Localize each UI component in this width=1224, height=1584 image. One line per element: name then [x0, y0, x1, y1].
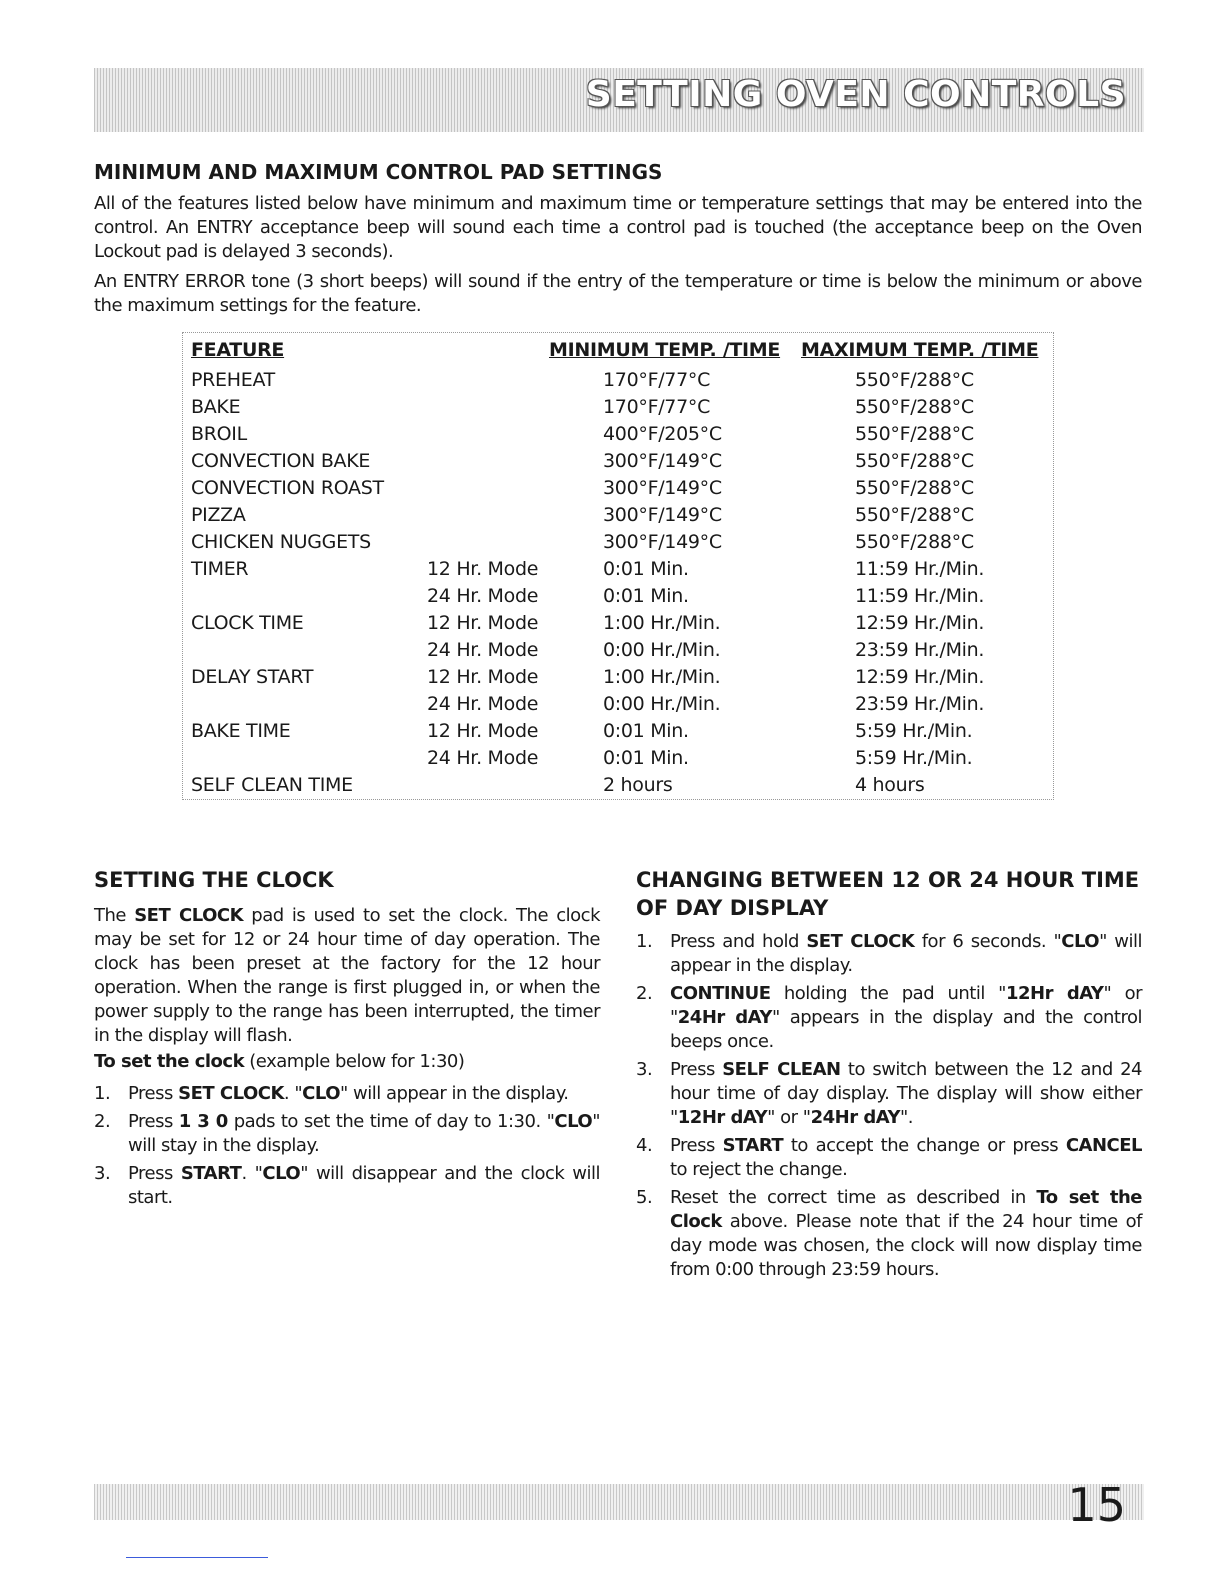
feature-cell: BAKE — [191, 396, 241, 418]
table-row — [183, 529, 1053, 556]
feature-cell: DELAY START — [191, 666, 314, 688]
feature-cell: BAKE TIME — [191, 720, 291, 742]
table-row — [183, 772, 1053, 799]
mode-cell: 12 Hr. Mode — [427, 558, 539, 580]
list-item: 1. Press SET CLOCK. "CLO" will appear in the display. — [94, 1083, 569, 1104]
minimum-cell: 170°F/77°C — [603, 396, 711, 418]
intro-paragraph-2: An ENTRY ERROR tone (3 short beeps) will sound if the entry of the temperature or time is below the minimum or above the maximum settings for the feature. — [94, 271, 1142, 316]
minimum-cell: 300°F/149°C — [603, 450, 722, 472]
clock-subheading: To set the clock (example below for 1:30) — [94, 1051, 465, 1072]
maximum-cell: 11:59 Hr./Min. — [855, 585, 985, 607]
page-title: SETTING OVEN CONTROLS — [585, 74, 1126, 115]
table-header-minimum: MINIMUM TEMP. /TIME — [549, 339, 781, 361]
header-banner — [94, 68, 1144, 132]
table-header-maximum: MAXIMUM TEMP. /TIME — [801, 339, 1039, 361]
table-row — [183, 745, 1053, 772]
change-steps-list — [636, 930, 1142, 1286]
table-row — [183, 556, 1053, 583]
feature-cell: CLOCK TIME — [191, 612, 304, 634]
table-row — [183, 367, 1053, 394]
minimum-cell: 400°F/205°C — [603, 423, 722, 445]
maximum-cell: 12:59 Hr./Min. — [855, 666, 985, 688]
maximum-cell: 12:59 Hr./Min. — [855, 612, 985, 634]
divider — [126, 1557, 268, 1558]
feature-cell: SELF CLEAN TIME — [191, 774, 353, 796]
maximum-cell: 550°F/288°C — [855, 369, 974, 391]
list-item: 2. Press 1 3 0 pads to set the time of day to 1:30. "CLO" will stay in the display. — [94, 1111, 600, 1156]
table-row — [183, 394, 1053, 421]
minimum-cell: 0:01 Min. — [603, 558, 689, 580]
feature-cell: PREHEAT — [191, 369, 275, 391]
list-item: 3. Press SELF CLEAN to switch between the 12 and 24 hour time of day display. The display will show either "12Hr dAY" or "24Hr dAY". — [636, 1059, 1142, 1128]
table-row — [183, 610, 1053, 637]
section-heading-setting-clock: SETTING THE CLOCK — [94, 868, 334, 892]
mode-cell: 24 Hr. Mode — [427, 693, 539, 715]
minimum-cell: 0:01 Min. — [603, 585, 689, 607]
maximum-cell: 550°F/288°C — [855, 531, 974, 553]
list-item: 1. Press and hold SET CLOCK for 6 seconds. "CLO" will appear in the display. — [636, 931, 1142, 976]
maximum-cell: 23:59 Hr./Min. — [855, 693, 985, 715]
mode-cell: 12 Hr. Mode — [427, 720, 539, 742]
table-row — [183, 475, 1053, 502]
minimum-cell: 0:00 Hr./Min. — [603, 693, 721, 715]
table-row — [183, 664, 1053, 691]
mode-cell: 24 Hr. Mode — [427, 639, 539, 661]
intro-paragraph-1: All of the features listed below have minimum and maximum time or temperature settings that may be entered into the control. An ENTRY acceptance beep will sound each time a control pad is touched (the acceptance beep on the Oven Lockout pad is delayed 3 seconds). — [94, 193, 1142, 262]
clock-paragraph: The SET CLOCK pad is used to set the clock. The clock may be set for 12 or 24 hour time of day operation. The clock has been preset at the factory for the 12 hour operation. When the range is first plugged in, or when the power supply to the range has been interrupted, the timer in the display will flash. — [94, 905, 600, 1046]
minimum-cell: 2 hours — [603, 774, 673, 796]
mode-cell: 12 Hr. Mode — [427, 612, 539, 634]
maximum-cell: 550°F/288°C — [855, 450, 974, 472]
minimum-cell: 1:00 Hr./Min. — [603, 666, 721, 688]
minimum-cell: 0:01 Min. — [603, 747, 689, 769]
minimum-cell: 170°F/77°C — [603, 369, 711, 391]
maximum-cell: 5:59 Hr./Min. — [855, 720, 973, 742]
table-row — [183, 583, 1053, 610]
table-header-feature: FEATURE — [191, 339, 285, 361]
minimum-cell: 300°F/149°C — [603, 504, 722, 526]
maximum-cell: 550°F/288°C — [855, 423, 974, 445]
table-row — [183, 637, 1053, 664]
feature-cell: CONVECTION BAKE — [191, 450, 371, 472]
list-item: 4. Press START to accept the change or press CANCEL to reject the change. — [636, 1135, 1142, 1180]
mode-cell: 12 Hr. Mode — [427, 666, 539, 688]
feature-cell: CONVECTION ROAST — [191, 477, 384, 499]
table-row — [183, 502, 1053, 529]
maximum-cell: 5:59 Hr./Min. — [855, 747, 973, 769]
minimum-cell: 1:00 Hr./Min. — [603, 612, 721, 634]
maximum-cell: 11:59 Hr./Min. — [855, 558, 985, 580]
table-row — [183, 718, 1053, 745]
clock-steps-list — [94, 1082, 600, 1214]
feature-cell: TIMER — [191, 558, 249, 580]
table-row — [183, 421, 1053, 448]
maximum-cell: 550°F/288°C — [855, 504, 974, 526]
minimum-cell: 0:01 Min. — [603, 720, 689, 742]
maximum-cell: 550°F/288°C — [855, 477, 974, 499]
list-item: 3. Press START. "CLO" will disappear and the clock will start. — [94, 1163, 600, 1208]
feature-cell: PIZZA — [191, 504, 246, 526]
minimum-cell: 300°F/149°C — [603, 477, 722, 499]
settings-table — [182, 332, 1054, 800]
mode-cell: 24 Hr. Mode — [427, 747, 539, 769]
maximum-cell: 4 hours — [855, 774, 925, 796]
minimum-cell: 300°F/149°C — [603, 531, 722, 553]
feature-cell: CHICKEN NUGGETS — [191, 531, 371, 553]
maximum-cell: 23:59 Hr./Min. — [855, 639, 985, 661]
mode-cell: 24 Hr. Mode — [427, 585, 539, 607]
footer-bar — [94, 1478, 1144, 1532]
table-row — [183, 691, 1053, 718]
table-row — [183, 448, 1053, 475]
section-heading-min-max: MINIMUM AND MAXIMUM CONTROL PAD SETTINGS — [94, 160, 663, 184]
feature-cell: BROIL — [191, 423, 247, 445]
list-item: 2. CONTINUE holding the pad until "12Hr dAY" or "24Hr dAY" appears in the display and the control beeps once. — [636, 983, 1142, 1052]
list-item: 5. Reset the correct time as described in To set the Clock above. Please note that if the 24 hour time of day mode was chosen, the clock will now display time from 0:00 through 23:59 hours. — [636, 1187, 1142, 1280]
page-number: 15 — [1067, 1478, 1126, 1532]
maximum-cell: 550°F/288°C — [855, 396, 974, 418]
section-heading-12-24-hour: CHANGING BETWEEN 12 OR 24 HOUR TIME OF DAY DISPLAY — [636, 868, 1140, 920]
minimum-cell: 0:00 Hr./Min. — [603, 639, 721, 661]
